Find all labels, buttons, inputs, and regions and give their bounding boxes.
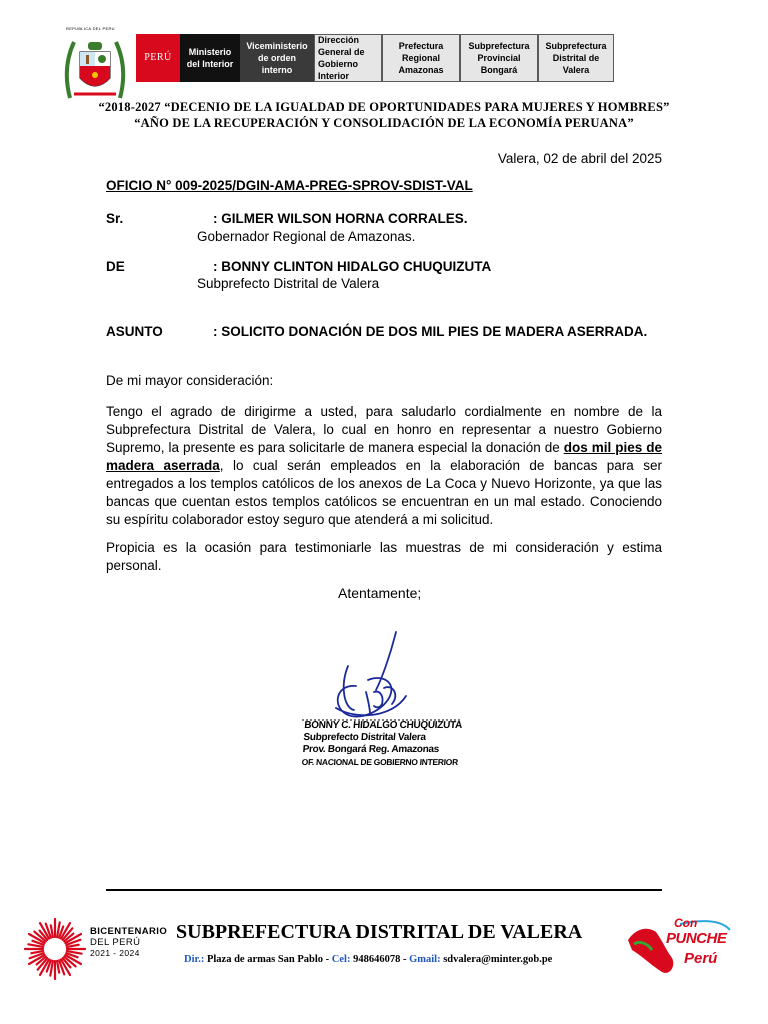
peru-coat-of-arms-icon — [60, 28, 130, 104]
institution-header-strip — [136, 34, 614, 82]
donation-highlight: dos mil pies de madera aserrada — [106, 440, 662, 473]
sender-name: : BONNY CLINTON HIDALGO CHUQUIZUTA — [213, 259, 492, 274]
footer-contact: Dir.: Plaza de armas San Pablo - Cel: 948646078 - Gmail: sdvalera@minter.gob.pe — [184, 954, 553, 965]
body-paragraph-1-start: Tengo el agrado de dirigirme a usted, para saludarlo cordialmente en nombre de la Subprefectura Distrital de Valera, lo cual en honro en representar a nuestro Gobierno Supremo, la presente es para solicitarle de manera especial la donación de — [106, 404, 662, 455]
email-label: Gmail: — [409, 954, 441, 965]
greeting: De mi mayor consideración: — [106, 373, 274, 388]
ministry-label: Ministerio del Interior — [180, 34, 240, 82]
sender-role: Subprefecto Distrital de Valera — [197, 276, 380, 291]
punche-word: PUNCHE — [666, 930, 727, 947]
district-subprefecture-label: Subprefectura Distrital de Valera — [538, 34, 614, 82]
punche-peru: Perú — [684, 950, 718, 967]
cellphone-label: Cel: — [331, 954, 351, 965]
letter-date: Valera, 02 de abril del 2025 — [497, 151, 662, 166]
regional-prefecture-label: Prefectura Regional Amazonas — [382, 34, 460, 82]
viceministry-label: Viceministerio de orden interno — [240, 34, 314, 82]
con-punche-peru-logo — [622, 910, 734, 982]
official-stamp — [301, 720, 464, 768]
stamp-office: OF. NACIONAL DE GOBIERNO INTERIOR — [301, 757, 459, 767]
closing: Atentamente; — [338, 585, 422, 601]
cellphone-value: 948646078 — [353, 954, 401, 965]
subject-label: ASUNTO — [106, 324, 163, 339]
sender-label: DE — [106, 259, 125, 274]
email-value: sdvalera@minter.gob.pe — [443, 954, 553, 965]
address-label: Dir.: — [184, 954, 205, 965]
bicentennial-country: DEL PERÚ — [90, 937, 141, 948]
recipient-name: : GILMER WILSON HORNA CORRALES. — [213, 211, 468, 226]
footer-title: SUBPREFECTURA DISTRITAL DE VALERA — [176, 921, 583, 943]
stamp-title: Subprefecto Distrital Valera — [303, 732, 427, 743]
stamp-name: BONNY C. HIDALGO CHUQUIZUTA — [303, 720, 463, 731]
address-value: Plaza de armas San Pablo — [206, 954, 324, 965]
peru-label: PERÚ — [136, 34, 180, 82]
bicentennial-text — [90, 926, 167, 959]
subject-text: : SOLICITO DONACIÓN DE DOS MIL PIES DE MADERA ASERRADA. — [213, 324, 648, 339]
year-slogan: “AÑO DE LA RECUPERACIÓN Y CONSOLIDACIÓN DE LA ECONOMÍA PERUANA” — [134, 116, 634, 130]
bicentennial-title: BICENTENARIO — [90, 926, 168, 937]
punche-con: Con — [674, 916, 698, 930]
oficio-number: OFICIO N° 009-2025/DGIN-AMA-PREG-SPROV-SDIST-VAL — [106, 178, 473, 193]
recipient-role: Gobernador Regional de Amazonas. — [197, 229, 416, 244]
bicentennial-logo-icon — [22, 916, 88, 982]
body-paragraph-1 — [106, 403, 662, 529]
provincial-subprefecture-label: Subprefectura Provincial Bongará — [460, 34, 538, 82]
footer-divider — [106, 889, 662, 891]
recipient-label: Sr. — [106, 211, 124, 226]
general-direction-label: Dirección General de Gobierno Interior — [314, 34, 382, 82]
decade-slogan: “2018-2027 “DECENIO DE LA IGUALDAD DE OPORTUNIDADES PARA MUJERES Y HOMBRES” — [98, 100, 670, 114]
handwritten-signature-icon — [296, 626, 471, 798]
body-paragraph-1-end: , lo cual serán empleados en la elaboración de bancas para ser entregados a los templos católicos de los anexos de La Coca y Nuevo Horizonte, ya que las bancas que cuentan estos templos católicos se encuentran en un mal estado. Conociendo su espíritu colaborador estoy seguro que atenderá a mi solicitud. — [106, 458, 662, 527]
crest-inscription: REPUBLICA DEL PERU — [66, 26, 115, 31]
body-paragraph-2: Propicia es la ocasión para testimoniarle las muestras de mi consideración y estima personal. — [106, 540, 662, 573]
stamp-region: Prov. Bongará Reg. Amazonas — [302, 744, 440, 755]
bicentennial-years: 2021 - 2024 — [90, 948, 140, 958]
